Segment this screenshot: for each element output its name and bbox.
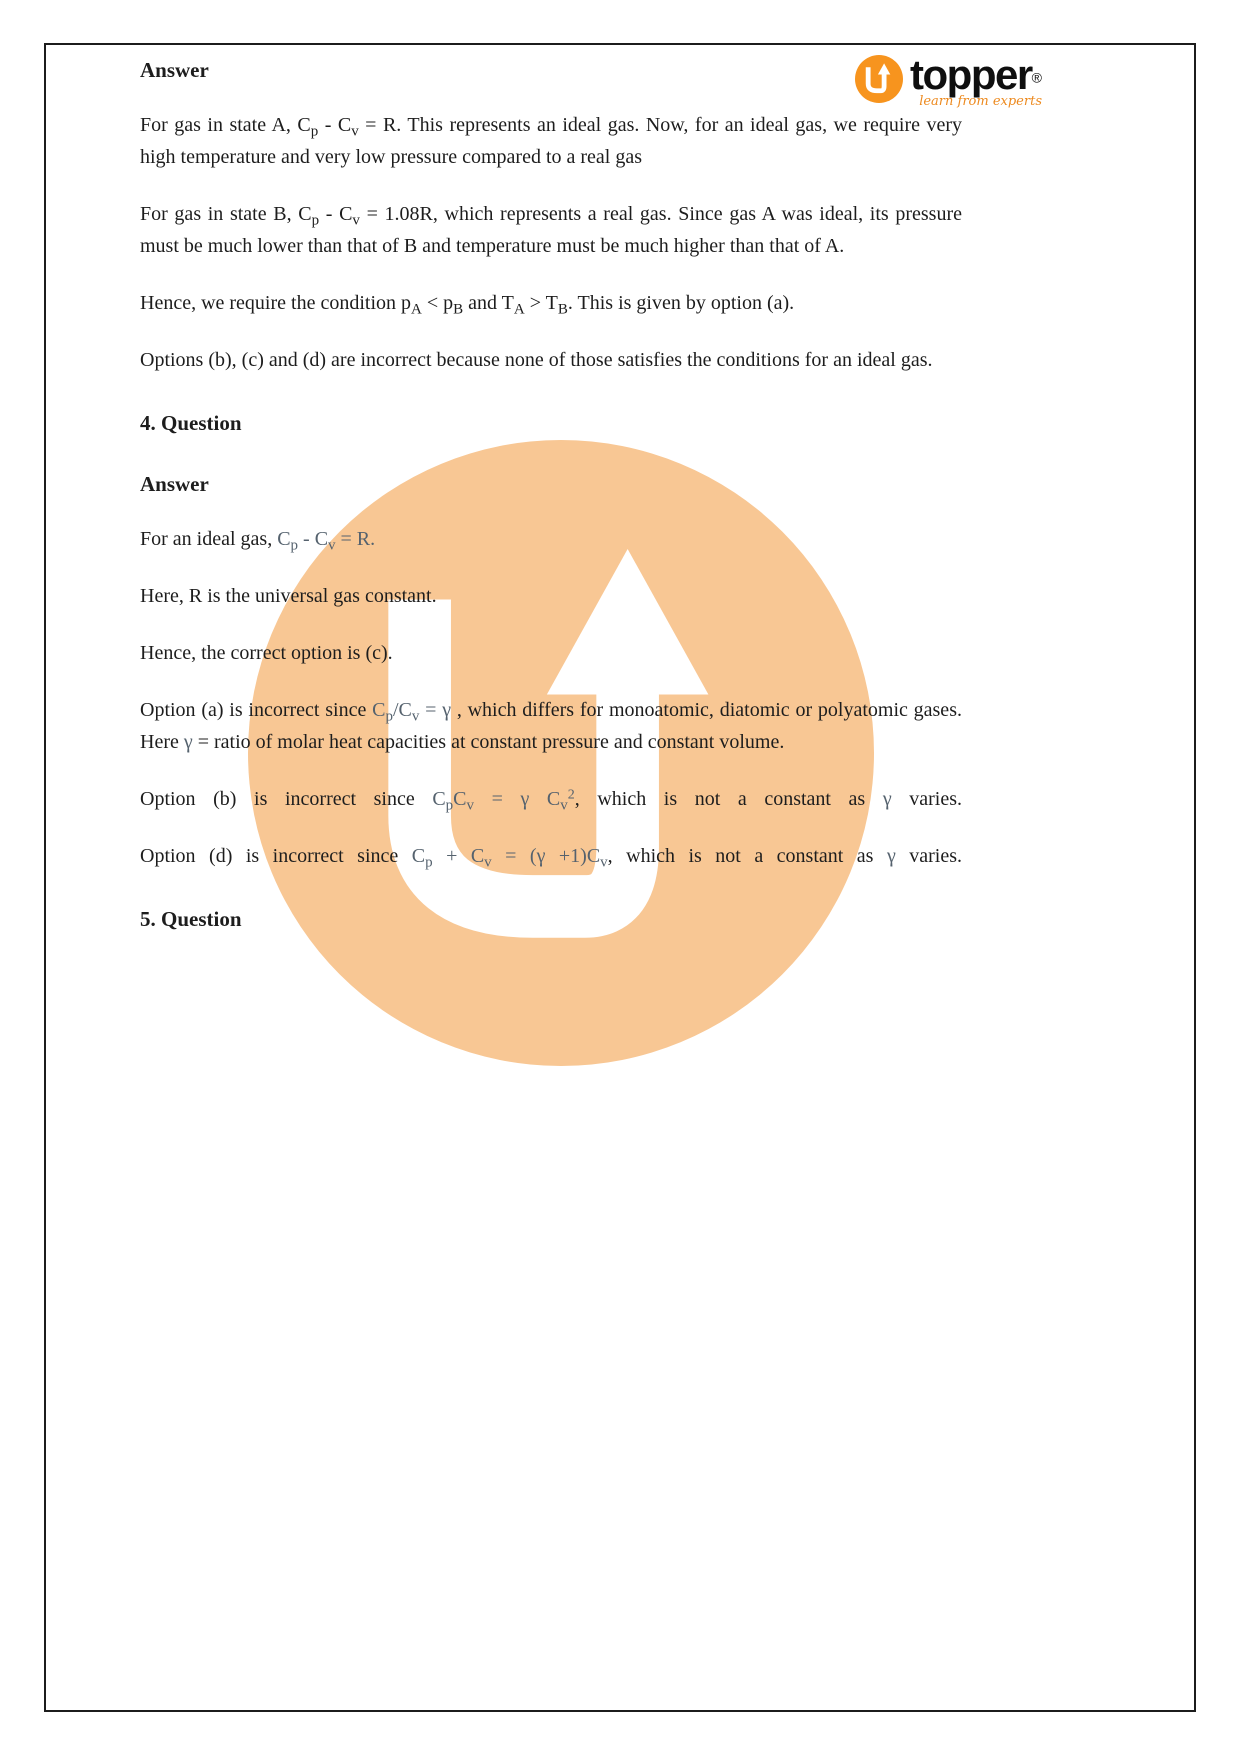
para-state-b: For gas in state B, $C_p - C_v = 1.08R$, which represents a real gas. Since gas A was ideal, its pressure must be much lower than that of B and temperature must be much higher than that of A.	[140, 203, 962, 258]
utopper-logo-icon	[855, 55, 903, 103]
utopper-logo	[855, 51, 1042, 109]
logo-text-wrap	[910, 51, 1042, 109]
para-universal-gas-constant: Here, R is the universal gas constant.	[140, 584, 437, 607]
heading-answer-q3: Answer	[140, 58, 209, 82]
para-condition: Hence, we require the condition $p_A < p_B$ and $T_A > T_B$. This is given by option (a).	[140, 292, 795, 318]
heading-question-4: 4. Question	[140, 411, 242, 436]
para-option-b: Option (b) is incorrect since $C_pC_v = \gamma$ $C_v^2$, which is not a constant as γ varies.	[140, 787, 962, 814]
logo-tagline: learn from experts	[919, 93, 1042, 109]
para-option-d: Option (d) is incorrect since $C_p + C_v = (\gamma +1)C_v$, which is not a constant as γ varies.	[140, 844, 963, 871]
para-ideal-gas-relation: For an ideal gas, $C_p - C_v = R$.	[140, 527, 376, 554]
logo-brand-text: topper	[910, 51, 1032, 98]
registered-trademark-symbol: ®	[1031, 69, 1042, 86]
logo-circle	[855, 55, 903, 103]
para-state-a: For gas in state A, $C_p - C_v = R$. This represents an ideal gas. Now, for an ideal gas, we require very high temperature and very low pressure compared to a real gas	[140, 114, 962, 169]
para-options-incorrect: Options (b), (c) and (d) are incorrect because none of those satisfies the conditions for an ideal gas.	[140, 349, 933, 372]
para-correct-option: Hence, the correct option is (c).	[140, 641, 393, 664]
heading-answer-q4: Answer	[140, 471, 209, 496]
heading-question-5: 5. Question	[140, 906, 242, 931]
para-option-a: Option (a) is incorrect since $C_p/C_v = \gamma$ , which differs for monoatomic, diatomic or polyatomic gases. Here γ = ratio of molar heat capacities at constant pressure and constant volume.	[140, 698, 962, 753]
